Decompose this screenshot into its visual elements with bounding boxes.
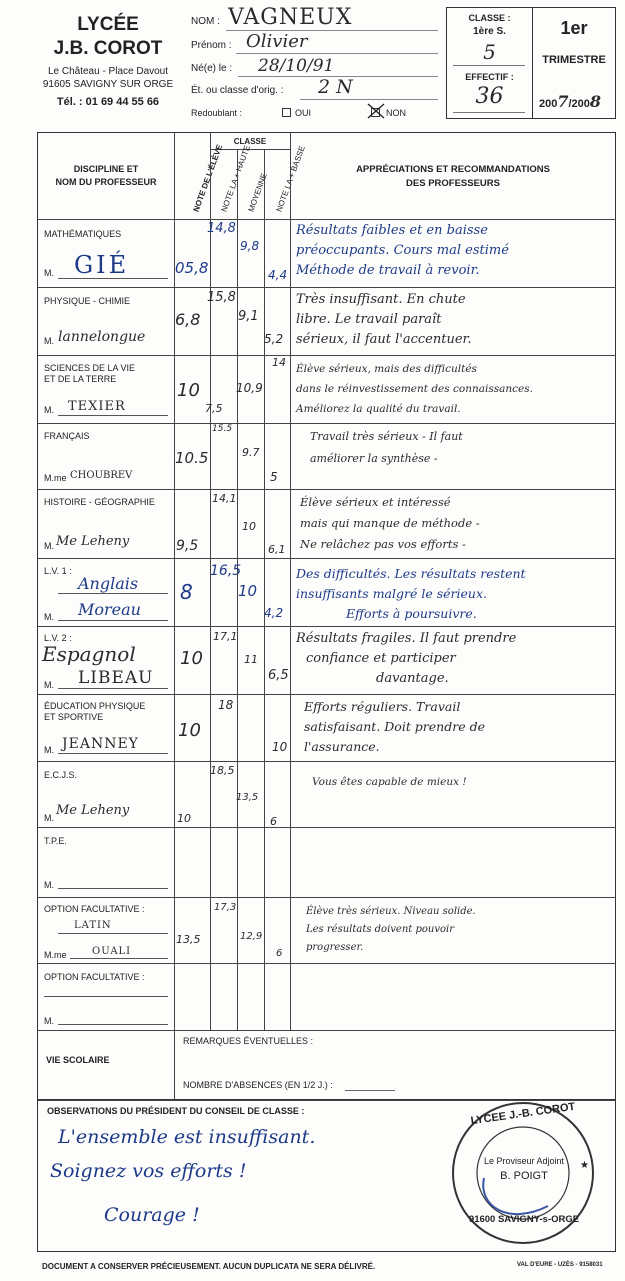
row-line <box>37 897 616 898</box>
note-haute: 17,3 <box>214 902 237 913</box>
comment <box>300 492 620 555</box>
classe-level: 1ère S. <box>473 26 506 37</box>
comment-line: insuffisants malgré le sérieux. <box>296 586 487 601</box>
year-print-1: 200 <box>539 98 558 110</box>
comment <box>312 773 625 791</box>
absences-line <box>345 1090 395 1091</box>
lv-underline <box>58 933 168 934</box>
subject-label: MATHÉMATIQUES <box>44 229 122 239</box>
prof-name: CHOUBREV <box>70 470 133 481</box>
note-basse: 6,1 <box>268 543 286 556</box>
comment-line: davantage. <box>376 671 449 686</box>
comment <box>304 697 624 757</box>
subject-label: HISTOIRE - GÉOGRAPHIE <box>44 497 155 507</box>
note-basse: 6 <box>270 815 277 828</box>
prof-underline <box>58 888 168 889</box>
appreciations-header: APPRÉCIATIONS ET RECOMMANDATIONS DES PROFESSEURS <box>356 164 550 189</box>
comment-line: sérieux, il faut l'accentuer. <box>296 332 472 347</box>
note-basse-mark: 7,5 <box>205 402 223 415</box>
school-name-2: J.B. COROT <box>53 38 163 59</box>
non-label: NON <box>386 108 406 118</box>
col-line-2 <box>210 132 211 1030</box>
note-eleve: 10 <box>177 380 200 401</box>
row-line <box>37 355 616 356</box>
classe-num: 5 <box>483 40 496 64</box>
subject-label: L.V. 1 : <box>44 566 72 576</box>
comment-line: l'assurance. <box>304 739 380 754</box>
note-basse-header: NOTE LA + BASSE <box>274 144 307 213</box>
year-hand-1: 7 <box>557 92 569 111</box>
note-haute: 18 <box>218 698 234 712</box>
note-basse: 4,2 <box>264 606 284 620</box>
school-address-1: Le Château - Place Davout <box>47 66 169 77</box>
note-haute: 17,1 <box>213 630 238 643</box>
moyenne: 9,8 <box>240 239 260 253</box>
prof-prefix: M.me <box>44 950 67 960</box>
comment-line: préoccupants. Cours mal estimé <box>296 243 509 258</box>
classe-header: CLASSE <box>233 137 267 146</box>
effectif-value: 36 <box>475 84 504 109</box>
observations-line-2: Soignez vos efforts ! <box>50 1160 247 1182</box>
year-hand-2: 8 <box>589 92 602 111</box>
note-eleve: 05,8 <box>175 259 209 277</box>
classe-box <box>446 7 533 119</box>
row-line <box>37 626 616 627</box>
footer-left: DOCUMENT A CONSERVER PRÉCIEUSEMENT. AUCUN DUPLICATA NE SERA DÉLIVRÉ. <box>42 1262 376 1271</box>
school-stamp <box>448 1098 598 1248</box>
origine-value: 2 N <box>318 76 353 98</box>
moyenne: 10,9 <box>236 381 263 395</box>
comment-line: Améliorez la qualité du travail. <box>296 403 461 415</box>
prof-name: GIÉ <box>74 251 130 279</box>
prof-underline <box>58 753 168 754</box>
comment-line: Élève sérieux, mais des difficultés <box>296 363 477 375</box>
note-haute: 16,5 <box>210 563 242 579</box>
subject-label: ÉDUCATION PHYSIQUE ET SPORTIVE <box>44 701 146 722</box>
school-name-1: LYCÉE <box>77 14 139 35</box>
note-basse: 6 <box>276 948 283 959</box>
row-line <box>37 558 616 559</box>
trimestre-year <box>539 92 601 111</box>
prof-underline <box>58 415 168 416</box>
effectif-line <box>453 112 525 113</box>
comment-line: Méthode de travail à revoir. <box>296 263 480 278</box>
moyenne: 9.7 <box>242 446 260 459</box>
oui-checkbox[interactable] <box>282 108 291 117</box>
absences-label <box>183 1080 333 1090</box>
row-line <box>37 489 616 490</box>
prof-underline <box>58 1024 168 1025</box>
comment-line: Élève très sérieux. Niveau solide. <box>306 906 476 917</box>
comment-line: améliorer la synthèse - <box>310 452 438 465</box>
comment-line: mais qui manque de méthode - <box>300 516 480 530</box>
lv-name: Anglais <box>78 574 139 593</box>
moyenne-header: MOYENNE <box>246 171 269 213</box>
note-haute: 18,5 <box>210 764 235 777</box>
moyenne: 10 <box>238 582 258 600</box>
moyenne: 11 <box>244 653 258 666</box>
row-line <box>37 1030 616 1031</box>
lv-name: LATIN <box>74 920 112 931</box>
prof-name: LIBEAU <box>78 668 154 688</box>
prenom-value: Olivier <box>246 31 308 52</box>
note-haute: 14,8 <box>207 221 236 236</box>
comment-line: confiance et participer <box>306 651 456 666</box>
comment <box>310 426 625 470</box>
moyenne: 13,5 <box>236 792 259 803</box>
comment-line: Efforts à poursuivre. <box>346 606 477 621</box>
vie-scolaire-label: VIE SCOLAIRE <box>46 1055 110 1065</box>
stamp-name: B. POIGT <box>500 1170 548 1182</box>
effectif-label: EFFECTIF : <box>465 72 514 82</box>
row-line <box>37 761 616 762</box>
absences-text: NOMBRE D'ABSENCES (EN 1/2 J.) : <box>183 1080 333 1090</box>
note-haute: 14,1 <box>212 492 237 505</box>
prof-name: Moreau <box>78 600 141 619</box>
row-line <box>37 827 616 828</box>
school-address-2: 91605 SAVIGNY SUR ORGE <box>42 79 174 90</box>
vie-scolaire-divider <box>174 1030 175 1100</box>
note-eleve: 8 <box>180 580 193 604</box>
year-print-2: /200 <box>568 98 590 110</box>
note-basse: 10 <box>272 740 288 754</box>
ne-label: Né(e) le : <box>191 63 233 74</box>
lv-underline <box>58 593 168 594</box>
prof-prefix: M. <box>44 745 54 755</box>
oui-label: OUI <box>295 108 312 118</box>
col-line-5 <box>290 132 291 1030</box>
prof-prefix: M. <box>44 541 54 551</box>
prof-prefix: M. <box>44 813 54 823</box>
note-basse: 6,5 <box>268 668 289 683</box>
header-bottom-line <box>37 219 616 220</box>
note-eleve-header: NOTE DE L'ÉLÈVE <box>191 143 225 213</box>
lv-name: Espagnol <box>42 642 136 666</box>
comment-line: Travail très sérieux - Il faut <box>310 430 463 443</box>
subject-label: T.P.E. <box>44 836 67 846</box>
comment-line: progresser. <box>306 942 364 953</box>
prof-name: JEANNEY <box>62 736 139 752</box>
prof-name: Me Leheny <box>56 534 130 549</box>
prof-prefix: M. <box>44 1016 54 1026</box>
moyenne: 10 <box>242 520 256 533</box>
comment-line: libre. Le travail paraît <box>296 312 442 327</box>
comment-line: dans le réinvestissement des connaissances. <box>296 383 533 395</box>
note-haute: 14 <box>272 356 286 369</box>
note-basse: 5,2 <box>264 332 284 346</box>
note-eleve: 10 <box>177 812 191 825</box>
note-eleve: 13,5 <box>176 933 201 946</box>
prenom-line <box>236 53 438 54</box>
subject-label: L.V. 2 : <box>44 633 72 643</box>
non-checkmark-icon <box>366 102 386 120</box>
prof-prefix: M.me <box>44 473 67 483</box>
prof-prefix: M. <box>44 268 54 278</box>
note-eleve: 10 <box>178 720 201 741</box>
comment-line: Très insuffisant. En chute <box>296 292 466 307</box>
footer-right: VAL D'EURE - UZÈS - 9158031 <box>517 1262 603 1268</box>
stamp-ring-top: LYCEE J.-B. COROT <box>470 1100 576 1128</box>
prof-underline <box>58 688 168 689</box>
option-underline <box>44 996 168 997</box>
subject-label: SCIENCES DE LA VIE ET DE LA TERRE <box>44 363 136 384</box>
trimestre-number: 1er <box>560 18 588 38</box>
comment-line: Résultats fragiles. Il faut prendre <box>296 631 517 646</box>
observations-line-1: L'ensemble est insuffisant. <box>58 1126 316 1148</box>
prof-name: lannelongue <box>58 329 146 345</box>
observations-line-3: Courage ! <box>104 1204 200 1226</box>
row-line <box>37 287 616 288</box>
moyenne: 9,1 <box>238 309 259 324</box>
stamp-star-icon: ★ <box>580 1160 589 1171</box>
prof-underline <box>58 620 168 621</box>
subject-label: PHYSIQUE - CHIMIE <box>44 296 131 306</box>
prof-name: OUALI <box>92 946 132 957</box>
comment <box>296 359 616 419</box>
prof-prefix: M. <box>44 880 54 890</box>
note-basse: 4,4 <box>268 268 288 282</box>
comment <box>296 221 616 281</box>
nom-value: VAGNEUX <box>228 5 353 30</box>
prof-underline <box>58 278 168 279</box>
comment-line: Vous êtes capable de mieux ! <box>312 776 467 788</box>
note-eleve: 6,8 <box>175 310 201 329</box>
comment-line: Ne relâchez pas vos efforts - <box>300 537 466 551</box>
subject-label: FRANÇAIS <box>44 431 90 441</box>
note-basse: 5 <box>270 470 278 484</box>
prof-prefix: M. <box>44 336 54 346</box>
note-haute: 15,8 <box>207 290 236 305</box>
stamp-title: Le Proviseur Adjoint <box>483 1156 565 1166</box>
prof-prefix: M. <box>44 405 54 415</box>
row-line <box>37 694 616 695</box>
note-eleve: 10 <box>180 648 203 669</box>
stamp-ring-bottom: 91600 SAVIGNY-s-ORGE <box>468 1214 580 1225</box>
classe-line <box>453 65 525 66</box>
discipline-header: DISCIPLINE ET NOM DU PROFESSEUR <box>55 164 157 187</box>
note-haute-header: NOTE LA + HAUTE <box>219 144 252 213</box>
comment-line: satisfaisant. Doit prendre de <box>304 719 485 734</box>
trimestre-label: TRIMESTRE <box>542 54 606 66</box>
comment <box>306 903 625 957</box>
origine-line <box>300 99 438 100</box>
subject-label: OPTION FACULTATIVE : <box>44 972 145 982</box>
comment-line: Des difficultés. Les résultats restent <box>296 566 526 581</box>
comment <box>296 564 616 624</box>
prof-name: Me Leheny <box>56 803 130 818</box>
classe-label: CLASSE : <box>468 13 511 23</box>
subject-label: OPTION FACULTATIVE : <box>44 904 145 914</box>
note-eleve: 10.5 <box>175 449 209 467</box>
prof-prefix: M. <box>44 612 54 622</box>
row-line <box>37 423 616 424</box>
prof-name: TEXIER <box>68 399 126 414</box>
ne-value: 28/10/91 <box>258 56 335 76</box>
comment-line: Les résultats doivent pouvoir <box>306 924 454 935</box>
comment-line: Efforts réguliers. Travail <box>304 699 461 714</box>
note-eleve: 9,5 <box>176 538 199 554</box>
redoublant-label: Redoublant : <box>191 108 243 118</box>
school-box <box>37 8 179 122</box>
school-phone: Tél. : 01 69 44 55 66 <box>56 96 160 108</box>
observations-label: OBSERVATIONS DU PRÉSIDENT DU CONSEIL DE CLASSE : <box>47 1106 305 1116</box>
prof-prefix: M. <box>44 680 54 690</box>
subject-label: E.C.J.S. <box>44 770 78 780</box>
comment <box>296 290 616 350</box>
prof-underline <box>70 958 168 959</box>
origine-label: Ét. ou classe d'orig. : <box>191 85 284 96</box>
trimestre-box <box>532 7 616 119</box>
prenom-label: Prénom : <box>191 40 232 51</box>
comment-line: Élève sérieux et intéressé <box>300 495 451 509</box>
note-haute: 15.5 <box>212 424 233 434</box>
comment-line: Résultats faibles et en baisse <box>296 223 488 238</box>
moyenne: 12,9 <box>240 931 263 942</box>
comment <box>296 629 616 689</box>
remarques-label: REMARQUES ÉVENTUELLES : <box>183 1036 314 1046</box>
nom-label: NOM : <box>191 16 220 27</box>
row-line <box>37 963 616 964</box>
